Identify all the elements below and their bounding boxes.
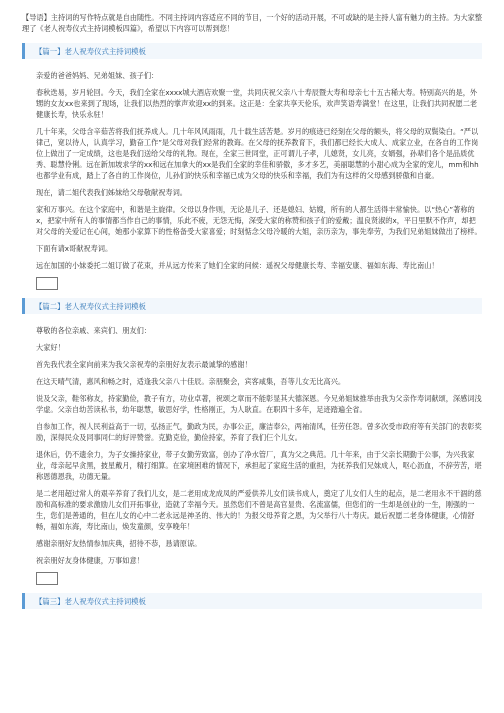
paragraph: 家和万事兴。在这个家庭中，和谐是主旋律。父母以身作则，无论是儿子、还是媳妇、姑嫂，所有的人都生活得丰常愉快。以“热心”著称的x，把家中所有人的事情都当作自己的事情，乐此不疲，无怨无悔，深受大家的称赞和孩子们的爱戴；温良贤淑的x，平日里默不作声，却把对父母的关爱记在心间，她那小家算下的性格备受大家喜爱；时刻惦念父母冷暖的大姐，亲历亲为，事先奉劳，为我们兄弟姐妹做出了榜样。 (36, 205, 482, 236)
paragraph: 几十年来，父母含辛茹苦将我们抚养成人。几十年风风雨雨，几十载生活苦楚。岁月的痕迹已经刻在父母的额头，将父母的双鬓染白。“严以律己，宽以待人，认真学习，勤奋工作”是父母对我们经常的教诲。在父母的抚养教育下，我们都已经长大成人、成家立业，在各自的工作岗位上做出了一定成绩，这也是我们送给父母的礼物。现在，全家三世同堂，正可谓儿子孝，儿媳贤，女儿亮，女婿强，孙辈们各个是品质优秀、聪慧伶俐。远在新加坡求学的xx和远在加拿大的xx是我们全家的幸佳和骄傲，多才多艺，美丽聪慧的小甜心成为全家的宠儿，mm和hh也都学业有成，踏上了各自的工作岗位，儿孙们的快乐和幸福已成为父母的快乐和幸福，我们为有这样的父母感到骄傲和自豪。 (36, 127, 479, 180)
paragraph: 感谢亲朋好友热情参加庆典，招待不恭，恳请原谅。 (36, 539, 202, 548)
empty-box (36, 277, 58, 290)
section-content-1 (22, 70, 482, 290)
paragraph: 亲爱的爸爸妈妈、兄弟姐妹、孩子们： (36, 71, 159, 80)
paragraph: 尊敬的各位亲戚、来宾们、朋友们： (36, 326, 152, 335)
section-title: 【篇一】老人祝寿仪式主持词模板 (35, 46, 146, 56)
intro-text: 【导语】主持词的写作特点就是自由随性。不同主持词内容适应不同的节目，一个好的活动开展，不可或缺的是主持人富有魅力的主持。为大家整理了《老人祝寿仪式主持词模板四篇》，希望以下内容可以帮到您！ (22, 13, 483, 33)
paragraph: 现在，请二姐代表我们姊妹给父母敬献祝寿词。 (36, 188, 187, 197)
section-header-3 (22, 593, 482, 609)
paragraph: 祝亲朋好友身体健康，万事如意！ (36, 556, 144, 565)
empty-box (36, 572, 58, 585)
paragraph: 说及父亲，鞋邻称友，持家勤俭，教子有方，功业卓著，祝颂之章而不能彰显其大德深恩。今兄弟姐妹推举由我为父亲作寿词献颂，深感词浅学虚。父亲自幼苦读私书，幼年聪慧，敏思好学，性格刚正，为人耿直。在职四十多年，足迹踏遍全省。 (36, 394, 482, 414)
section-header-2 (22, 298, 482, 314)
section-header-1 (22, 43, 482, 59)
paragraph: 下面有请x哥献祝寿词。 (36, 244, 113, 253)
paragraph: 自参加工作，视人民利益高于一切，弘扬正气，勤政为民，办事公正，廉洁奉公，两袖清风，任劳任怨。曾多次受市政府等有关部门的表彰奖励，深得民众及同事同仁的好评赞誉。克勤克俭，勤俭持家，养育了我们仨个儿女。 (36, 422, 482, 442)
paragraph: 是二老用超过常人的艰辛养育了我们儿女，是二老用成龙成凤的严爱供养儿女们读书成人，奠定了儿女们人生的起点，是二老用永不干涸的慈励和高标准的要求激励儿女们开拓事业，造就了幸福今天。虽然您们不曾是高官显贵、名流富儒，但您们的一生却是创业的一生，刚强的一生，您们是善通的，但在儿女的心中二老永远是神圣的、伟大的！为报父母养育之恩，为父举行八十寿庆。最后祝愿二老身体健康，心情舒畅，福如东海，寿比南山，焕发童颜，安享晚年！ (36, 489, 482, 531)
section-title: 【篇三】老人祝寿仪式主持词模板 (35, 596, 146, 606)
paragraph: 首先我代表全家向前来为我父亲祝寿的亲朋好友表示最诚挚的感谢！ (36, 360, 252, 369)
paragraph: 退休后，仍不遗余力，为子女操持家业，带子女勤劳致富，创办了净水管厂，真为父之典范。几十年来，由于父亲长期勤于公事，为兴我家业，母亲起早贪黑，披星戴月，精打细算。在家境困难的情况下，承担起了家庭生活的重担，为抚养我们兄妹成人，呕心沥血，不辞劳苦，堪称恩德恩我，功德无量。 (36, 450, 482, 481)
paragraph: 远在加国的小妹委托二姐订做了花束，并从远方传来了她们全家的问候：遥祝父母健康长寿、幸福安康、福如东海、寿比南山！ (36, 261, 439, 270)
section-content-2 (22, 325, 482, 585)
paragraph: 大家好！ (36, 343, 65, 352)
section-title: 【篇二】老人祝寿仪式主持词模板 (35, 301, 146, 311)
paragraph: 春秋迭易，岁月轮回。今天，我们全家在xxxx城大酒店欢聚一堂，共同庆祝父亲八十寿辰暨大寿和母亲七十五古稀大寿。特别高兴的是，外甥的女友xx也来到了现场，让我们以热烈的掌声欢迎xx的到来。这正是：全家共享天伦乐，欢声笑语寿满堂！在这里，让我们共同祝愿二老健康长寿，快乐永驻！ (36, 88, 478, 119)
paragraph: 在这天晴气清，惠风和畅之时，适逢我父亲八十佳辰。亲朋聚会，宾客咸集，吾等儿女无比高兴。 (36, 377, 346, 386)
